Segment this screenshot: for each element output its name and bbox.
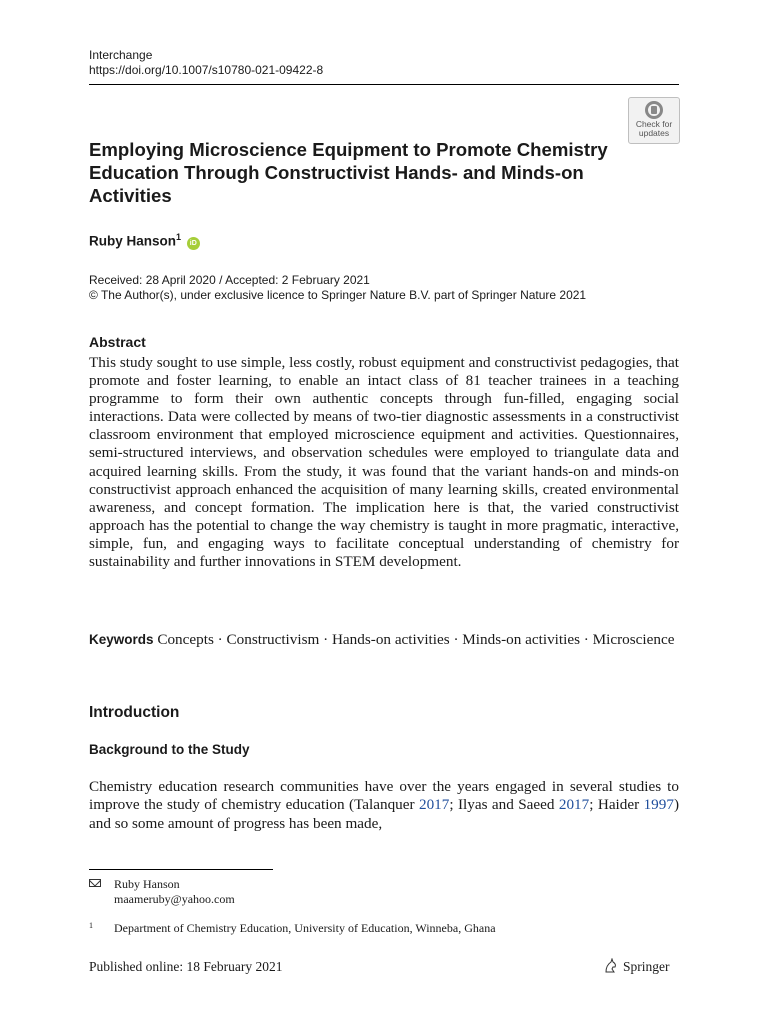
copyright-line: © The Author(s), under exclusive licence to Springer Nature B.V. part of Springer Nature 2021: [89, 288, 587, 302]
badge-line-2: updates: [638, 128, 670, 138]
header-rule: [89, 84, 679, 85]
abstract-text: This study sought to use simple, less costly, robust equipment and constructivist pedagogies, that promote and foster learning, to enable an intact class of 81 teacher trainees in a teaching programme to form their own authentic concepts through fun-filled, engaging social interactions. Data were collected by means of two-tier diagnostic assessments in a constructivist classroom environment that employed microscience equipment and activities. Questionnaires, semi-structured interviews, and observation schedules were employed to triangulate data and acquired learning skills. From the study, it was found that the variant hands-on and minds-on constructivist approach enhanced the acquisition of many learning skills, created environmental awareness, and concept formation. The implication here is that, the varied constructivist approach has the potential to change the way chemistry is taught in more pragmatic, interactive, simple, fun, and engaging ways to facilitate conceptual understanding of chemistry for sustainability and further innovations in STEM development.: [89, 354, 679, 571]
intro-text-part: ; Haider: [589, 796, 644, 814]
article-title: Employing Microscience Equipment to Promote Chemistry Education Through Constructivist Hands- and Minds-on Activities: [89, 139, 608, 206]
bookmark-icon: [645, 101, 663, 119]
footnote-rule: [89, 869, 273, 870]
envelope-icon: [89, 879, 101, 887]
article-dates: [89, 273, 586, 303]
introduction-heading: Introduction: [89, 704, 180, 721]
publisher-logo: [603, 958, 670, 975]
badge-line-1: Check for: [635, 119, 673, 129]
background-heading: Background to the Study: [89, 742, 250, 757]
keywords: [89, 631, 679, 649]
intro-text-part: ) and so some amount of progress has been made,: [89, 796, 679, 832]
published-online: Published online: 18 February 2021: [89, 959, 283, 974]
journal-name: Interchange: [89, 48, 153, 62]
springer-horse-icon: [603, 958, 619, 974]
keywords-label: Keywords: [89, 632, 154, 647]
doi-link[interactable]: https://doi.org/10.1007/s10780-021-09422-8: [89, 63, 324, 77]
check-for-updates-badge[interactable]: [628, 97, 680, 144]
publisher-name: Springer: [623, 959, 670, 974]
keywords-list: Concepts · Constructivism · Hands-on activities · Minds-on activities · Microscience: [157, 631, 675, 648]
author-affiliation-mark: 1: [176, 232, 182, 242]
corresponding-email[interactable]: maameruby@yahoo.com: [114, 892, 235, 906]
affiliation-number: 1: [89, 921, 93, 930]
abstract-heading: Abstract: [89, 334, 146, 350]
received-accepted: Received: 28 April 2020 / Accepted: 2 February 2021: [89, 273, 370, 287]
citation-ilyas-saeed[interactable]: 2017: [558, 796, 590, 814]
corresponding-name: Ruby Hanson: [114, 877, 180, 891]
affiliation-text: Department of Chemistry Education, University of Education, Winneba, Ghana: [114, 921, 496, 935]
author-line: [89, 232, 200, 250]
intro-text-part: Chemistry education research communities have over the years engaged in several studies to improve the study of chemistry education (Talanquer: [89, 778, 679, 814]
orcid-icon[interactable]: iD: [187, 237, 200, 250]
citation-haider[interactable]: 1997: [643, 796, 674, 814]
intro-text-part: ; Ilyas and Saeed: [449, 796, 559, 814]
journal-header: [89, 48, 323, 78]
citation-talanquer[interactable]: 2017: [418, 796, 450, 814]
introduction-paragraph: [89, 778, 679, 833]
author-name[interactable]: Ruby Hanson: [89, 233, 177, 249]
